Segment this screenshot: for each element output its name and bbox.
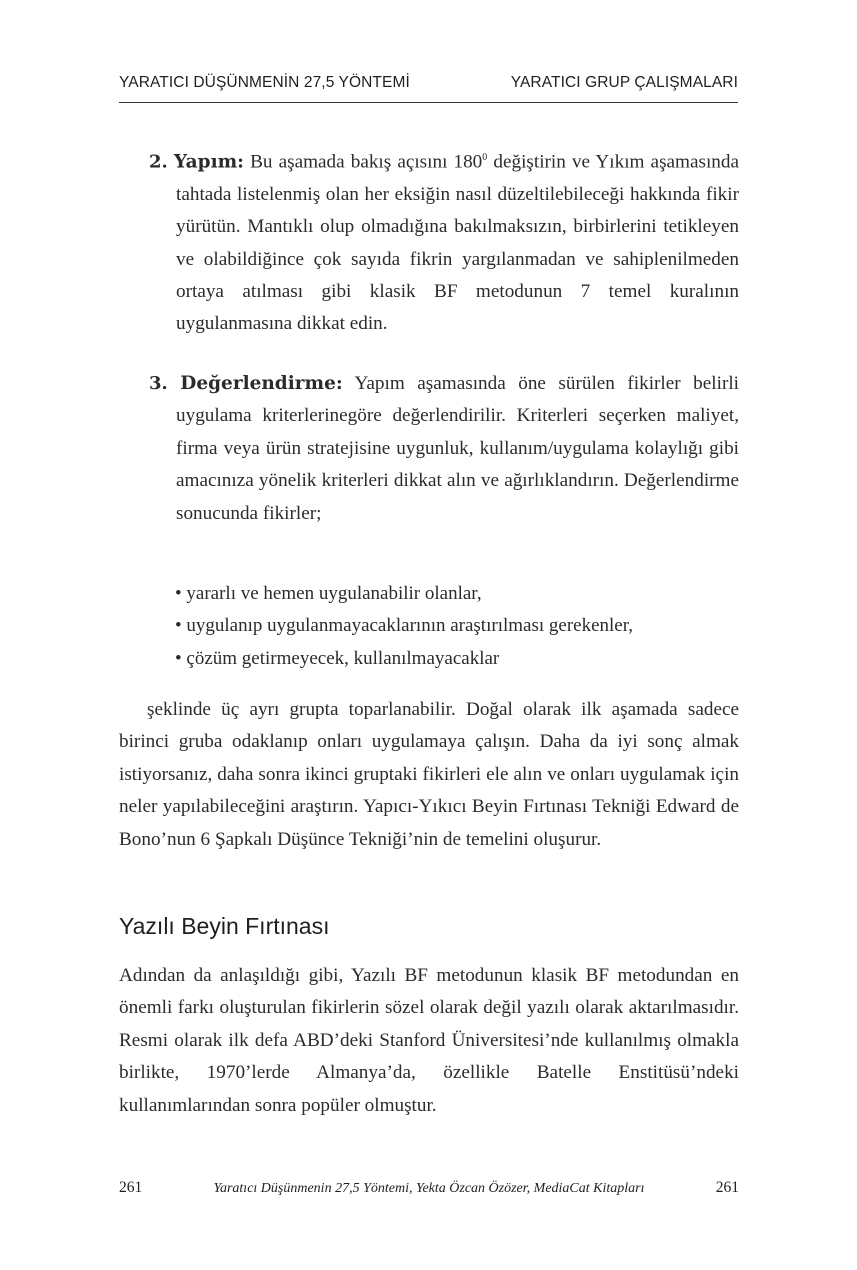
paragraph-written-brainstorm: Adından da anlaşıldığı gibi, Yazılı BF metodunun klasik BF metodundan en önemli farkı oluşturulan fikirlerin sözel olarak değil yazılı olarak aktarılmasıdır. Resmi olarak ilk defa ABD’deki Stanford Üniversitesi’nde kullanılmış olmakla birlikte, 1970’lerde Almanya’da, özellikle Batelle Enstitüsü’ndeki kullanımlarından sonra popüler olmuştur. <box>119 965 739 1116</box>
footer-credit: Yaratıcı Düşünmenin 27,5 Yöntemi, Yekta Özcan Özözer, MediaCat Kitapları <box>213 1181 645 1196</box>
item-text-part1: Bu aşamada bakış açısını 180 <box>244 151 483 173</box>
section-heading: Yazılı Beyin Fırtınası <box>119 913 330 939</box>
header-book-title: YARATICI DÜŞÜNMENİN 27,5 YÖNTEMİ <box>119 74 410 91</box>
page-number-right: 261 <box>715 1179 739 1196</box>
bullet-list <box>175 578 745 675</box>
item-text: Yapım aşamasında öne sürülen fikirler belirli uygulama kriterlerinegöre değerlendirilir. Kriterleri seçerken maliyet, firma veya ürün stratejisine uygunluk, kullanım/uygulama kolaylığı gibi amacınıza yönelik kriterleri dikkat alın ve ağırlıklandırın. Değerlendirme sonucunda fikirler; <box>176 373 739 524</box>
degree-superscript: 0 <box>482 152 488 163</box>
bullet-item: • yararlı ve hemen uygulanabilir olanlar, <box>175 578 745 610</box>
list-item-degerlendirme <box>149 368 739 530</box>
page-number-left: 261 <box>119 1179 143 1196</box>
running-header <box>119 74 738 103</box>
header-chapter-title: YARATICI GRUP ÇALIŞMALARI <box>510 74 738 91</box>
item-term: Değerlendirme: <box>180 373 343 394</box>
bullet-item: • çözüm getirmeyecek, kullanılmayacaklar <box>175 643 745 675</box>
paragraph-summary: şeklinde üç ayrı grupta toparlanabilir. Doğal olarak ilk aşamada sadece birinci gruba odaklanıp onları uygulamaya çalışın. Daha da iyi sonç almak istiyorsanız, daha sonra ikinci gruptaki fikirleri ele alın ve onları uygulamak için neler yapılabileceğini araştırın. Yapıcı-Yıkıcı Beyin Fırtınası Tekniği Edward de Bono’nun 6 Şapkalı Düşünce Tekniği’nin de temelini oluşurur. <box>119 699 739 850</box>
item-number: 2. <box>149 151 168 173</box>
bullet-item: • uygulanıp uygulanmayacaklarının araştırılması gerekenler, <box>175 610 745 642</box>
item-term: Yapım: <box>173 151 245 173</box>
item-number: 3. <box>149 373 168 394</box>
item-text-part2: değiştirin ve Yıkım aşamasında tahtada listelenmiş olan her eksiğin nasıl düzeltilebileceği hakkında fikir yürütün. Mantıklı olup olmadığına bakılmaksızın, birbirlerini tetikleyen ve olabildiğince çok sayıda fikrin yargılanmadan ve sahiplenilmeden ortaya atılması gibi klasik BF metodunun 7 temel kuralının uygulanmasına dikkat edin. <box>176 151 739 335</box>
page-footer <box>119 1179 739 1197</box>
list-item-yapim <box>149 142 739 341</box>
